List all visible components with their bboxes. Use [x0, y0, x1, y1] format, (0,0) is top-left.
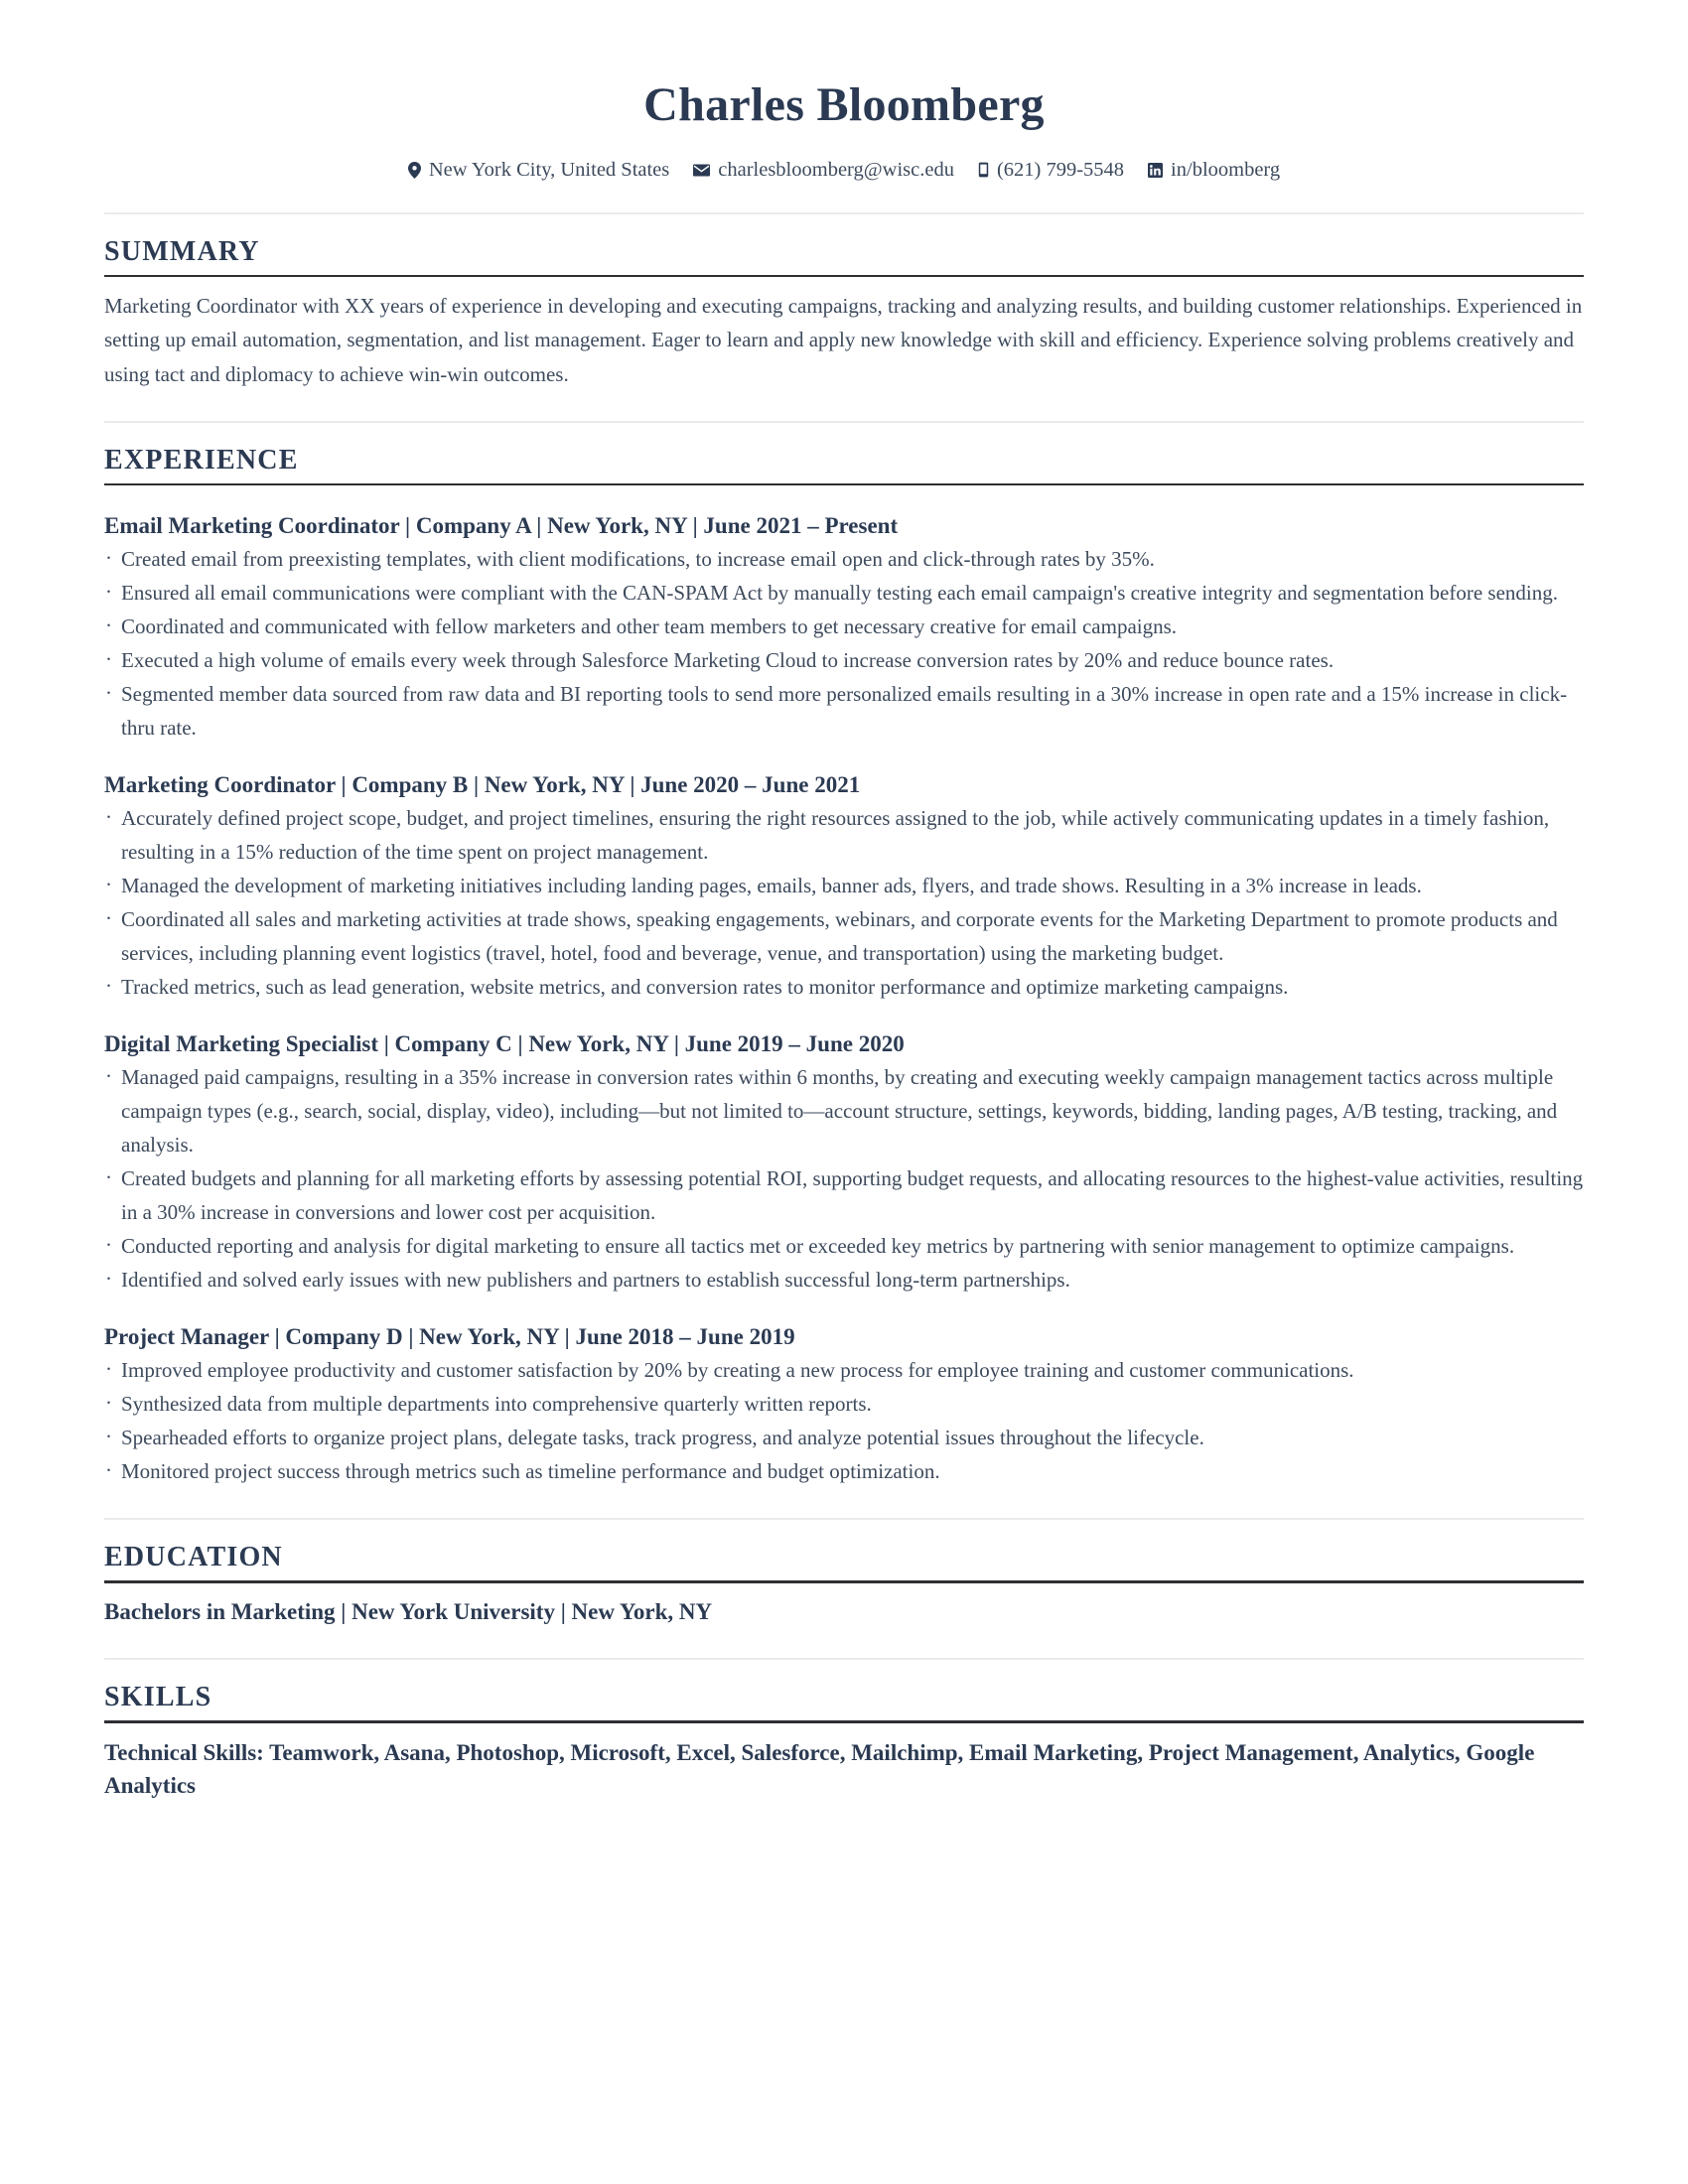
job-heading: Digital Marketing Specialist | Company C | New York, NY | June 2019 – June 2020: [104, 1031, 905, 1057]
section-skills: [104, 1682, 1584, 1803]
envelope-icon: [693, 164, 710, 177]
job-bullet: · Created budgets and planning for all marketing efforts by assessing potential ROI, supporting budget requests, and allocating resources to the highest-value activities, resulting in a 30% increase in conversions and lower cost per acquisition.: [104, 1161, 1584, 1229]
experience-entry: [104, 511, 1584, 745]
job-bullet-list: [104, 801, 1584, 1004]
job-bullet: · Segmented member data sourced from raw data and BI reporting tools to send more personalized emails resulting in a 30% increase in open rate and a 15% increase in click-thru rate.: [104, 677, 1584, 745]
job-bullet-list: [104, 1060, 1584, 1297]
resume-header: [104, 0, 1584, 183]
section-title-education: EDUCATION: [104, 1542, 283, 1573]
section-divider-summary: [104, 212, 1584, 214]
section-title-skills: SKILLS: [104, 1682, 212, 1712]
job-heading: Project Manager | Company D | New York, NY | June 2018 – June 2019: [104, 1324, 795, 1350]
section-divider-experience: [104, 421, 1584, 423]
job-bullet: · Identified and solved early issues with new publishers and partners to establish successful long-term partnerships.: [104, 1263, 1584, 1297]
job-bullet: · Synthesized data from multiple departments into comprehensive quarterly written reports.: [104, 1387, 1584, 1421]
contact-email-text: charlesbloomberg@wisc.edu: [718, 159, 954, 182]
job-bullet: · Tracked metrics, such as lead generation, website metrics, and conversion rates to monitor performance and optimize marketing campaigns.: [104, 970, 1584, 1004]
contact-linkedin-text: in/bloomberg: [1171, 159, 1281, 182]
contact-phone-text: (621) 799-5548: [996, 159, 1125, 182]
job-bullet: · Accurately defined project scope, budget, and project timelines, ensuring the right resources assigned to the job, while actively communicating updates in a timely fashion, resulting in a 15% reduction of the time spent on project management.: [104, 801, 1584, 869]
section-title-experience: EXPERIENCE: [104, 444, 299, 476]
phone-icon: [978, 162, 989, 178]
job-bullet-list: [104, 1353, 1584, 1488]
job-bullet: · Executed a high volume of emails every week through Salesforce Marketing Cloud to increase conversion rates by 20% and reduce bounce rates.: [104, 643, 1584, 677]
location-pin-icon: [408, 162, 421, 179]
section-education: [104, 1542, 1584, 1628]
section-summary: [104, 236, 1584, 391]
contact-phone: [978, 158, 1124, 183]
contact-line: [104, 158, 1584, 183]
experience-entry: [104, 1029, 1584, 1297]
candidate-name: Charles Bloomberg: [643, 78, 1045, 131]
contact-linkedin: [1148, 158, 1280, 183]
job-bullet: · Created email from preexisting templates, with client modifications, to increase email open and click-through rates by 35%.: [104, 542, 1584, 576]
linkedin-icon: [1148, 163, 1163, 178]
experience-entry: [104, 770, 1584, 1004]
section-title-summary: SUMMARY: [104, 235, 260, 267]
section-title-rule: [104, 1580, 1584, 1583]
section-experience: [104, 445, 1584, 1489]
contact-location: [408, 158, 669, 183]
experience-entry: [104, 1322, 1584, 1488]
job-bullet-list: [104, 542, 1584, 745]
section-divider-skills: [104, 1658, 1584, 1660]
section-title-rule: [104, 483, 1584, 486]
job-bullet: · Conducted reporting and analysis for digital marketing to ensure all tactics met or exceeded key metrics by partnering with senior management to optimize campaigns.: [104, 1229, 1584, 1263]
job-bullet: · Ensured all email communications were compliant with the CAN-SPAM Act by manually testing each email campaign's creative integrity and segmentation before sending.: [104, 576, 1584, 610]
section-title-rule: [104, 275, 1584, 278]
section-divider-education: [104, 1518, 1584, 1520]
section-title-rule: [104, 1720, 1584, 1723]
contact-email: [693, 158, 954, 183]
skills-list: Technical Skills: Teamwork, Asana, Photoshop, Microsoft, Excel, Salesforce, Mailchimp, Email Marketing, Project Management, Analytics, Google Analytics: [104, 1739, 1535, 1799]
job-bullet: · Spearheaded efforts to organize project plans, delegate tasks, track progress, and analyze potential issues throughout the lifecycle.: [104, 1421, 1584, 1454]
job-bullet: · Coordinated and communicated with fellow marketers and other team members to get necessary creative for email campaigns.: [104, 610, 1584, 643]
summary-paragraph: Marketing Coordinator with XX years of experience in developing and executing campaigns, tracking and analyzing results, and building customer relationships. Experienced in setting up email automation, segmentation, and list management. Eager to learn and apply new knowledge with skill and efficiency. Experience solving problems creatively and using tact and diplomacy to achieve win-win outcomes.: [104, 294, 1583, 386]
job-heading: Email Marketing Coordinator | Company A | New York, NY | June 2021 – Present: [104, 513, 899, 539]
contact-location-text: New York City, United States: [428, 159, 670, 182]
job-bullet: · Managed the development of marketing initiatives including landing pages, emails, banner ads, flyers, and trade shows. Resulting in a 3% increase in leads.: [104, 869, 1584, 902]
job-bullet: · Coordinated all sales and marketing activities at trade shows, speaking engagements, webinars, and corporate events for the Marketing Department to promote products and services, including planning event logistics (travel, hotel, food and beverage, venue, and transportation) using the marketing budget.: [104, 902, 1584, 970]
education-entry: Bachelors in Marketing | New York University | New York, NY: [104, 1598, 713, 1624]
job-bullet: · Managed paid campaigns, resulting in a 35% increase in conversion rates within 6 months, by creating and executing weekly campaign management tactics across multiple campaign types (e.g., search, social, display, video), including—but not limited to—account structure, settings, keywords, bidding, landing pages, A/B testing, tracking, and analysis.: [104, 1060, 1584, 1161]
job-bullet: · Improved employee productivity and customer satisfaction by 20% by creating a new process for employee training and customer communications.: [104, 1353, 1584, 1387]
job-heading: Marketing Coordinator | Company B | New York, NY | June 2020 – June 2021: [104, 772, 861, 798]
job-bullet: · Monitored project success through metrics such as timeline performance and budget optimization.: [104, 1454, 1584, 1488]
